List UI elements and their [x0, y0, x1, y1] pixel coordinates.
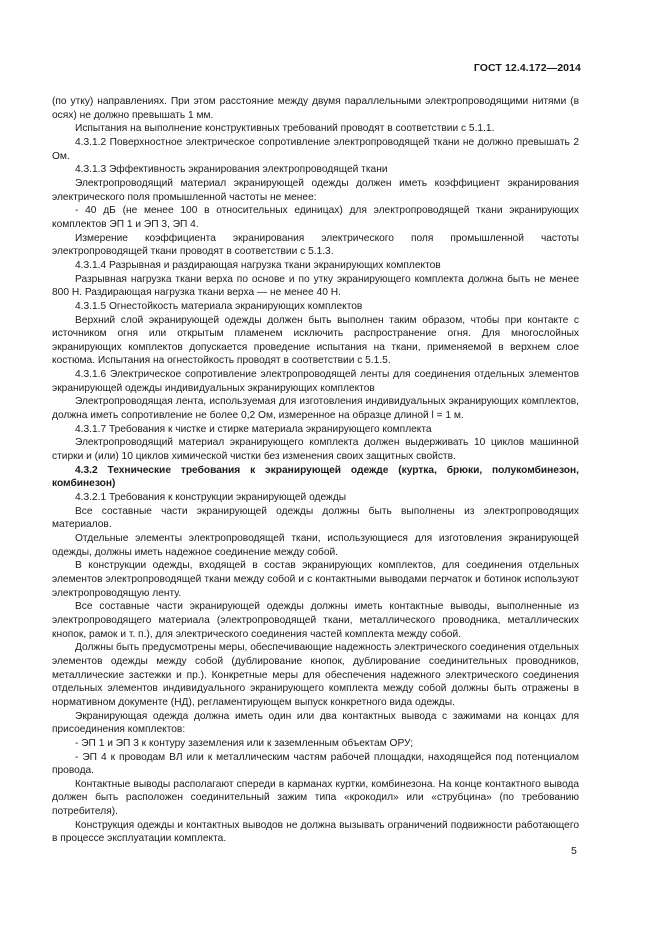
paragraph: Верхний слой экранирующей одежды должен быть выполнен таким образом, чтобы при контакте с источником огня или открытым пламенем исключить распространение огня. Для многослойных экранирующих комплектов допускается проведение испытания на ткани, применяемой в верхнем слое костюма. Испытания на огнестойкость проводят в соответствии с 5.1.5.	[52, 314, 579, 367]
paragraph: Экранирующая одежда должна иметь один или два контактных вывода с зажимами на концах для присоединения комплектов:	[52, 710, 579, 736]
page-number: 5	[571, 845, 577, 857]
paragraph: 4.3.1.6 Электрическое сопротивление электропроводящей ленты для соединения отдельных элементов экранирующей одежды индивидуальных экранирующих комплектов	[52, 369, 579, 394]
paragraph: Электропроводящий материал экранирующего комплекта должен выдерживать 10 циклов машинной стирки и (или) 10 циклов химической чистки без изменения своих защитных свойств.	[52, 437, 579, 463]
paragraph: 4.3.1.2 Поверхностное электрическое сопротивление электропроводящей ткани не должно превышать 2 Ом.	[52, 136, 579, 162]
paragraph: Контактные выводы располагают спереди в карманах куртки, комбинезона. На конце контактного вывода должен быть расположен соединительный зажим типа «крокодил» или «струбцина» (по требованию потребителя).	[52, 778, 579, 818]
standard-title: ГОСТ 12.4.172—2014	[473, 62, 581, 74]
paragraph: - ЭП 1 и ЭП 3 к контуру заземления или к заземленным объектам ОРУ;	[75, 737, 414, 749]
body-text	[52, 95, 579, 846]
paragraph: Электропроводящий материал экранирующей одежды должен иметь коэффициент экранирования электрического поля промышленной частоты не менее:	[52, 177, 579, 203]
paragraph: Все составные части экранирующей одежды должны иметь контактные выводы, выполненные из электропроводящего материала (электропроводящей ткани, металлического проводника, металлических кнопок, рамок и т. п.), для электрического соединения частей комплекта между собой.	[52, 601, 579, 640]
paragraph: Измерение коэффициента экранирования электрического поля промышленной частоты электропроводящей ткани проводят в соответствии с 5.1.3.	[52, 232, 579, 258]
paragraph: 4.3.1.3 Эффективность экранирования электропроводящей ткани	[75, 164, 388, 176]
paragraph: Все составные части экранирующей одежды должны быть выполнены из электропроводящих материалов.	[52, 505, 579, 531]
paragraph: 4.3.1.4 Разрывная и раздирающая нагрузка ткани экранирующих комплектов	[75, 259, 441, 271]
paragraph: 4.3.1.5 Огнестойкость материала экранирующих комплектов	[75, 300, 363, 312]
paragraph: Конструкция одежды и контактных выводов не должна вызывать ограничений подвижности работающего в процессе эксплуатации комплекта.	[52, 819, 579, 845]
paragraph: Испытания на выполнение конструктивных требований проводят в соответствии с 5.1.1.	[75, 123, 495, 135]
paragraph: (по утку) направлениях. При этом расстояние между двумя параллельными электропроводящими нитями (в осях) не должно превышать 1 мм.	[52, 96, 579, 121]
paragraph: - 40 дБ (не менее 100 в относительных единицах) для электропроводящей ткани экранирующих комплектов ЭП 1 и ЭП 3, ЭП 4.	[52, 205, 579, 230]
paragraph: 4.3.2.1 Требования к конструкции экранирующей одежды	[75, 492, 347, 504]
paragraph: Разрывная нагрузка ткани верха по основе и по утку экранирующего комплекта должна быть не менее 800 Н. Раздирающая нагрузка ткани верха — не менее 40 Н.	[52, 273, 579, 299]
paragraph: 4.3.2 Технические требования к экранирующей одежде (куртка, брюки, полукомбинезон, комбинезон)	[52, 464, 579, 490]
paragraph: Должны быть предусмотрены меры, обеспечивающие надежность электрического соединения отдельных элементов одежды между собой (дублирование кнопок, дублирование соединительных проводников, металлические застежки и пр.). Конкретные меры для обеспечения надежного электрического соединения отдельных элементов индивидуального экранирующего комплекта между собой должны быть отражены в нормативном документе (НД), регламентирующем выпуск конкретного вида одежды.	[52, 642, 579, 708]
paragraph: Электропроводящая лента, используемая для изготовления индивидуальных экранирующих комплектов, должна иметь сопротивление не более 0,2 Ом, измеренное на образце длиной l = 1 м.	[52, 396, 579, 422]
paragraph: 4.3.1.7 Требования к чистке и стирке материала экранирующего комплекта	[75, 423, 432, 435]
paragraph: Отдельные элементы электропроводящей ткани, использующиеся для изготовления экранирующей одежды, должны иметь надежное соединение между собой.	[52, 533, 579, 558]
paragraph: В конструкции одежды, входящей в состав экранирующих комплектов, для соединения отдельных элементов электропроводящей ткани между собой и с контактными выводами перчаток и ботинок используют электропроводящую ленту.	[52, 560, 579, 599]
paragraph: - ЭП 4 к проводам ВЛ или к металлическим частям рабочей площадки, находящейся под потенциалом провода.	[52, 751, 579, 777]
